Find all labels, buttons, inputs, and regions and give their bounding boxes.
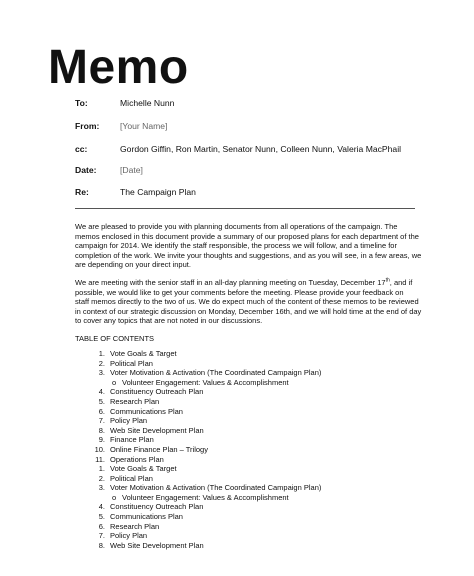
toc-list (88, 349, 321, 464)
toc-number: 6. (98, 406, 105, 416)
toc-text: Policy Plan (110, 416, 148, 426)
toc-item (88, 541, 321, 551)
toc-text: Operations Plan (110, 454, 164, 464)
paragraph-line: campaign for 2014. We identify the staff responsible, the process we will follow, and a timeline for (75, 241, 397, 251)
toc-number: 9. (98, 435, 105, 445)
toc-item (88, 349, 321, 359)
paragraph-line: are depending on your direct input. (75, 260, 191, 270)
toc-bullet: o (112, 492, 117, 502)
toc-item (88, 416, 321, 426)
toc-number: 11. (95, 454, 105, 464)
toc-item (88, 397, 321, 407)
toc-text: Vote Goals & Target (110, 349, 177, 358)
toc-text: Research Plan (110, 396, 160, 406)
toc-number: 2. (98, 473, 105, 483)
toc-text: Voter Motivation & Activation (The Coordinated Campaign Plan) (110, 368, 322, 378)
toc-number: 4. (98, 387, 105, 397)
toc-number: 5. (98, 396, 105, 406)
header-label: To: (75, 98, 88, 108)
toc-text: Research Plan (110, 521, 160, 531)
toc-number: 8. (98, 425, 105, 435)
toc-item (88, 378, 321, 388)
toc-text: Online Finance Plan – Trilogy (110, 444, 208, 454)
toc-number: 7. (98, 416, 105, 426)
toc-number: 2. (98, 358, 105, 368)
paragraph-line: completion of the work. We invite your thoughts and suggestions, and as you will see, in a few areas, we (75, 250, 422, 260)
toc-text: Constituency Outreach Plan (110, 387, 204, 397)
toc-text: Finance Plan (110, 435, 154, 445)
header-label: From: (75, 121, 100, 131)
toc-text: Web Site Development Plan (110, 540, 204, 550)
paragraph-line: in context of our strategic discussion on Monday, December 16th, and we will hold time at the end of day (75, 306, 422, 316)
toc-text: Communications Plan (110, 406, 183, 416)
toc-item (88, 474, 321, 484)
toc-number: 6. (98, 521, 105, 531)
paragraph-line: We are meeting with the senior staff in an all-day planning meeting on Tuesday, December 17th, and if (75, 277, 413, 287)
toc-number: 10. (94, 444, 105, 454)
toc-item (88, 435, 321, 445)
toc-item (88, 483, 321, 493)
header-from (75, 120, 167, 132)
toc-item (88, 426, 321, 436)
toc-number: 5. (98, 511, 105, 521)
toc-text: Constituency Outreach Plan (110, 502, 204, 512)
toc-item (88, 387, 321, 397)
header-value: Michelle Nunn (120, 98, 175, 108)
paragraph-meeting (75, 277, 422, 326)
header-value: Gordon Giffin, Ron Martin, Senator Nunn, Colleen Nunn, Valeria MacPhail (120, 144, 402, 154)
paragraph-line: We are pleased to provide you with planning documents from all operations of the campaign. The (75, 222, 398, 231)
header-date (75, 164, 143, 176)
paragraph-line: memos enclosed in this document provide a summary of our proposed plans for each department of the (75, 231, 419, 241)
header-label: Date: (75, 165, 97, 175)
toc-number: 8. (98, 540, 105, 550)
paragraph-line: staff memos directly to the two of us. We do expect much of the content of these memos to be reviewed (75, 297, 419, 307)
header-divider (75, 208, 415, 209)
toc-item (88, 359, 321, 369)
toc-item (88, 464, 321, 474)
header-value: [Your Name] (120, 121, 168, 131)
toc-item (88, 407, 321, 417)
toc-item (88, 512, 321, 522)
toc-item (88, 493, 321, 503)
header-value: [Date] (120, 165, 143, 175)
memo-title: Memo (48, 41, 189, 94)
toc-item (88, 445, 321, 455)
toc-text: Political Plan (110, 358, 153, 368)
paragraph-line: possible, we would like to get your comments before the meeting. Please provide your feedback on (75, 287, 404, 297)
toc-text: Volunteer Engagement: Values & Accomplishment (122, 377, 289, 387)
toc-text: Political Plan (110, 473, 153, 483)
toc-number: 7. (98, 531, 105, 541)
toc-item (88, 455, 321, 465)
toc-bullet: o (112, 377, 117, 387)
toc-text: Volunteer Engagement: Values & Accomplishment (122, 492, 289, 502)
paragraph-line: to cover any topics that are not noted in our discussions. (75, 316, 263, 326)
toc-item (88, 502, 321, 512)
toc-text: Policy Plan (110, 531, 148, 541)
header-label: cc: (75, 144, 88, 154)
toc-text: Vote Goals & Target (110, 464, 177, 473)
header-cc (75, 143, 401, 155)
header-label: Re: (75, 187, 89, 197)
paragraph-intro (75, 222, 422, 270)
toc-number: 1. (98, 464, 105, 473)
toc-item (88, 522, 321, 532)
toc-list-repeat (88, 464, 321, 550)
toc-item (88, 531, 321, 541)
toc-text: Communications Plan (110, 511, 183, 521)
toc-heading: TABLE OF CONTENTS (75, 334, 155, 343)
toc-number: 3. (98, 368, 105, 378)
header-value: The Campaign Plan (120, 187, 196, 197)
toc-item (88, 368, 321, 378)
header-to (75, 97, 174, 109)
toc-number: 4. (98, 502, 105, 512)
header-re (75, 186, 196, 198)
toc-number: 1. (98, 349, 105, 358)
toc-text: Web Site Development Plan (110, 425, 204, 435)
toc-text: Voter Motivation & Activation (The Coordinated Campaign Plan) (110, 483, 322, 493)
toc-number: 3. (98, 483, 105, 493)
